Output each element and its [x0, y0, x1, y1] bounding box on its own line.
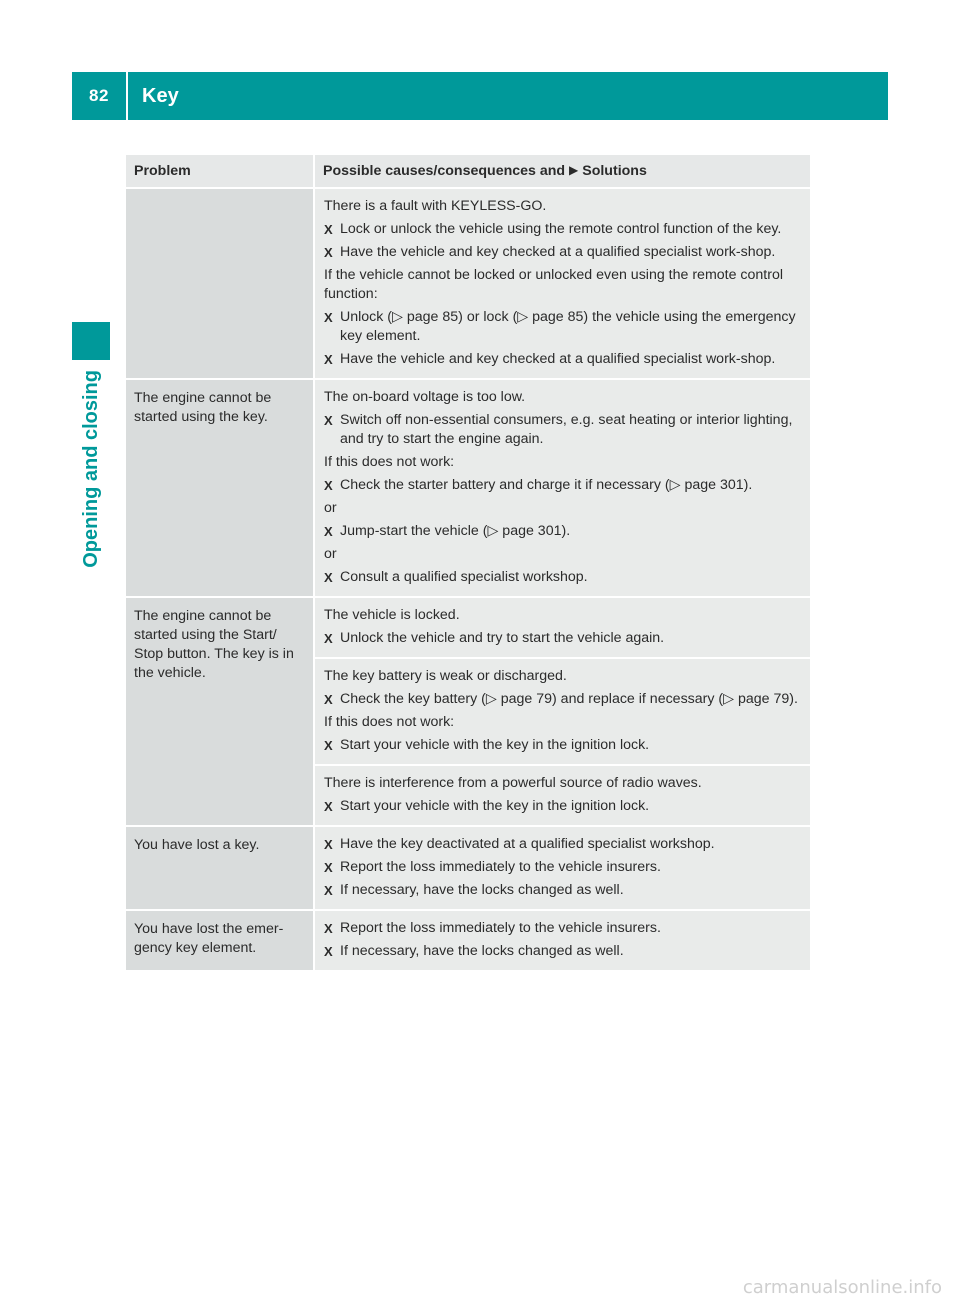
watermark: carmanualsonline.info [742, 1277, 942, 1298]
solution-step-text: Check the key battery (▷ page 79) and replace if necessary (▷ page 79). [340, 691, 798, 707]
solution-step [324, 942, 804, 961]
table-header-row [126, 155, 810, 188]
column-header-solutions [314, 155, 810, 188]
solution-step-text: Start your vehicle with the key in the ignition lock. [340, 798, 650, 814]
side-tab-marker [72, 322, 110, 360]
solution-cell [314, 910, 810, 971]
solution-step-text: Jump-start the vehicle (▷ page 301). [340, 523, 571, 539]
solution-step-text: Unlock the vehicle and try to start the vehicle again. [340, 630, 665, 646]
cause-text: If the vehicle cannot be locked or unlocked even using the remote control function: [324, 267, 784, 302]
solution-step-text: Consult a qualified specialist workshop. [340, 569, 588, 585]
solution-cell [314, 597, 810, 658]
solution-step-text: If necessary, have the locks changed as well. [340, 943, 624, 959]
column-header-solutions-prefix: Possible causes/consequences and [323, 163, 566, 179]
cause-text: The key battery is weak or discharged. [324, 668, 567, 684]
bullet-x-icon: X [324, 837, 333, 852]
bullet-x-icon: X [324, 860, 333, 875]
cause-text: If this does not work: [324, 714, 455, 730]
bullet-x-icon: X [324, 738, 333, 753]
table-row [126, 910, 810, 971]
solution-step [324, 690, 804, 709]
solution-step [324, 736, 804, 755]
solution-arrow-icon: ▶ [569, 163, 579, 177]
solution-step-text: Report the loss immediately to the vehicle insurers. [340, 859, 661, 875]
table-body [126, 188, 810, 971]
cause-text: The vehicle is locked. [324, 607, 460, 623]
solution-cell [314, 826, 810, 910]
page-header [72, 72, 888, 120]
solution-cell [314, 765, 810, 826]
problem-cell: The engine cannot be started using the Start/ Stop button. The key is in the vehicle. [126, 597, 314, 826]
table-row [126, 379, 810, 597]
problem-cell: You have lost the emer-gency key element. [126, 910, 314, 971]
solution-step-text: Have the key deactivated at a qualified specialist workshop. [340, 836, 715, 852]
cause-text: or [324, 546, 337, 562]
cause-text: or [324, 500, 337, 516]
section-title: Key [142, 84, 179, 107]
solution-step-text: Unlock (▷ page 85) or lock (▷ page 85) the vehicle using the emergency key element. [340, 309, 796, 344]
solution-step [324, 629, 804, 648]
cause-text: The on-board voltage is too low. [324, 389, 526, 405]
table-row [126, 597, 810, 658]
solution-cell [314, 379, 810, 597]
solution-step [324, 308, 804, 346]
bullet-x-icon: X [324, 222, 333, 237]
table-row [126, 188, 810, 379]
solution-step [324, 881, 804, 900]
bullet-x-icon: X [324, 478, 333, 493]
solution-step [324, 350, 804, 369]
solution-step-text: Lock or unlock the vehicle using the remote control function of the key. [340, 221, 782, 237]
bullet-x-icon: X [324, 883, 333, 898]
solution-step [324, 797, 804, 816]
solution-step [324, 243, 804, 262]
solution-step-text: If necessary, have the locks changed as well. [340, 882, 624, 898]
solution-cell [314, 658, 810, 765]
solution-step-text: Have the vehicle and key checked at a qualified specialist work-shop. [340, 351, 776, 367]
page-number: 82 [89, 86, 109, 105]
bullet-x-icon: X [324, 692, 333, 707]
bullet-x-icon: X [324, 352, 333, 367]
table-row [126, 826, 810, 910]
bullet-x-icon: X [324, 799, 333, 814]
problem-cell [126, 188, 314, 379]
bullet-x-icon: X [324, 631, 333, 646]
solution-cell [314, 188, 810, 379]
column-header-problem: Problem [126, 155, 314, 188]
solution-step [324, 220, 804, 239]
bullet-x-icon: X [324, 310, 333, 325]
bullet-x-icon: X [324, 413, 333, 428]
column-header-solutions-suffix: Solutions [582, 163, 647, 179]
solution-step-text: Have the vehicle and key checked at a qualified specialist work-shop. [340, 244, 776, 260]
solution-step-text: Report the loss immediately to the vehicle insurers. [340, 920, 661, 936]
solution-step-text: Switch off non-essential consumers, e.g. seat heating or interior lighting, and try to start the engine again. [340, 412, 793, 447]
solution-step-text: Check the starter battery and charge it if necessary (▷ page 301). [340, 477, 753, 493]
solution-step [324, 476, 804, 495]
cause-text: If this does not work: [324, 454, 455, 470]
bullet-x-icon: X [324, 524, 333, 539]
solution-step [324, 411, 804, 449]
bullet-x-icon: X [324, 921, 333, 936]
solution-step [324, 919, 804, 938]
problem-cell: The engine cannot be started using the key. [126, 379, 314, 597]
solution-step [324, 522, 804, 541]
solution-step-text: Start your vehicle with the key in the ignition lock. [340, 737, 650, 753]
solution-step [324, 568, 804, 587]
cause-text: There is a fault with KEYLESS-GO. [324, 198, 547, 214]
cause-text: There is interference from a powerful source of radio waves. [324, 775, 702, 791]
troubleshooting-table [126, 155, 810, 972]
solution-step [324, 858, 804, 877]
side-tab-label: Opening and closing [79, 370, 102, 568]
solution-step [324, 835, 804, 854]
bullet-x-icon: X [324, 245, 333, 260]
bullet-x-icon: X [324, 570, 333, 585]
problem-cell: You have lost a key. [126, 826, 314, 910]
side-tab [72, 370, 110, 610]
bullet-x-icon: X [324, 944, 333, 959]
